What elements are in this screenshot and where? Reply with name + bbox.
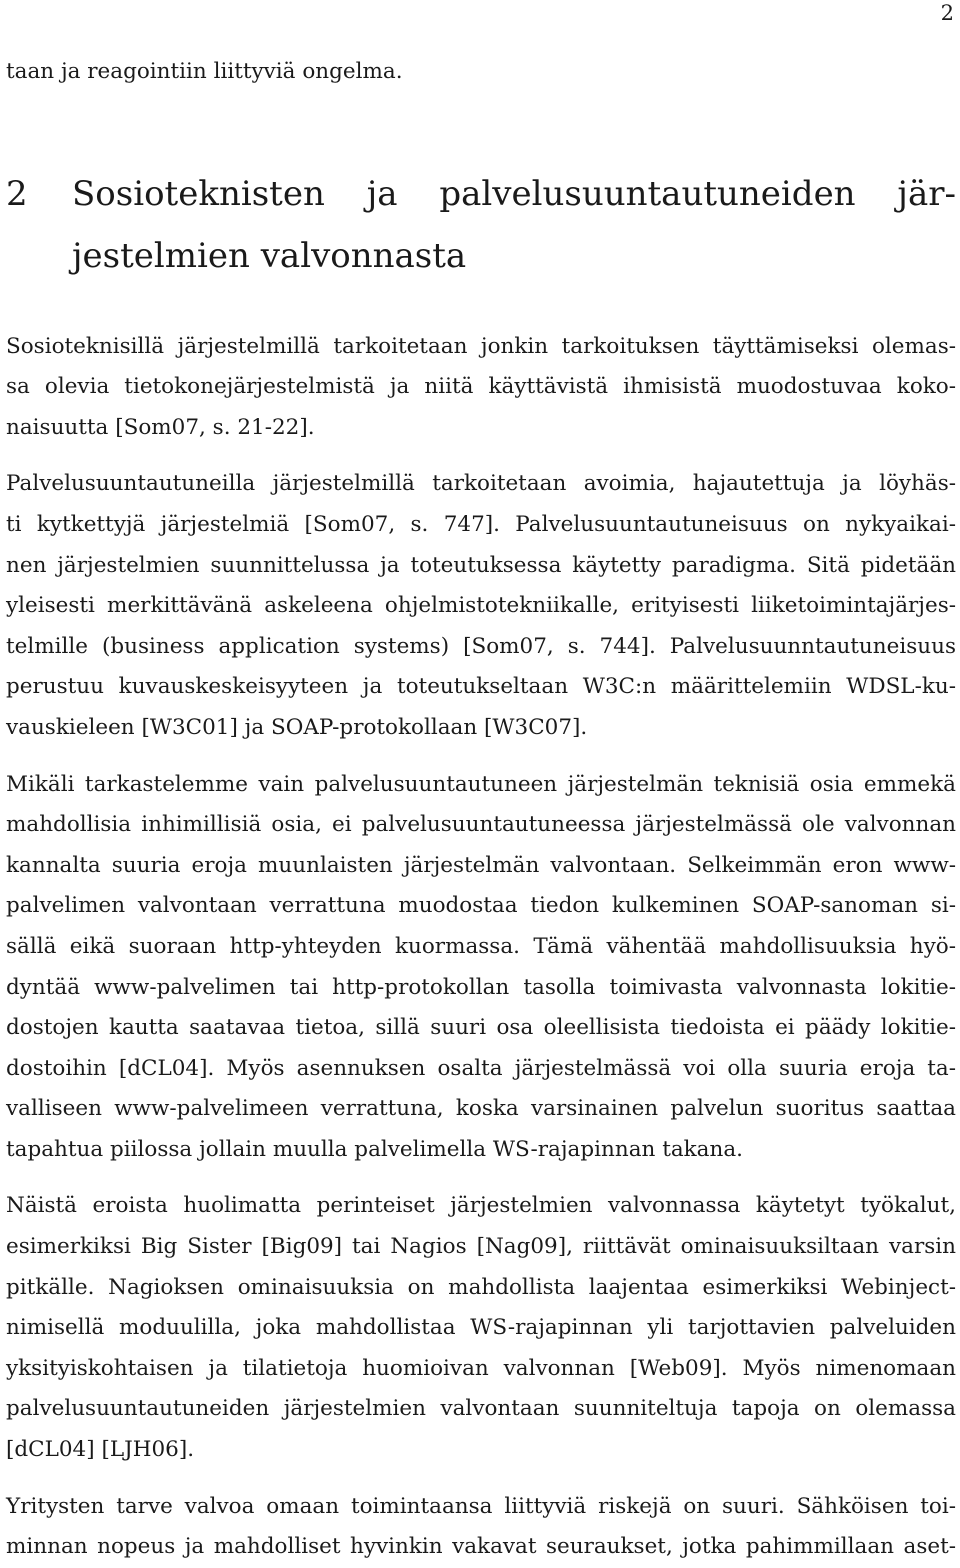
paragraph-line: dostoihin [dCL04]. Myös asennuksen osalta järjestelmässä voi olla suuria eroja ta- [6, 1055, 956, 1081]
paragraph-line: valliseen www-palvelimeen verrattuna, koska varsinainen palvelun suoritus saattaa [6, 1096, 956, 1122]
paragraph-line: Mikäli tarkastelemme vain palvelusuuntautuneen järjestelmän teknisiä osia emmekä [6, 771, 956, 797]
paragraph-line: Sosioteknisillä järjestelmillä tarkoitetaan jonkin tarkoituksen täyttämiseksi olemas- [6, 333, 956, 359]
paragraph-line: [dCL04] [LJH06]. [6, 1437, 195, 1463]
body-text [6, 327, 956, 1568]
paragraph-line: sällä eikä suoraan http-yhteyden kuormassa. Tämä vähentää mahdollisuuksia hyö- [6, 933, 956, 959]
paragraph [6, 464, 956, 748]
section-title-line: Sosioteknisten ja palvelusuuntautuneiden jär- [72, 173, 956, 214]
paragraph-line: palvelusuuntautuneiden järjestelmien valvontaan suunniteltuja tapoja on olemassa [6, 1396, 956, 1422]
paragraph-line: telmille (business application systems) [Som07, s. 744]. Palvelusuunntautuneisuus [6, 633, 956, 659]
paragraph-line: vauskieleen [W3C01] ja SOAP-protokollaan [W3C07]. [6, 714, 588, 740]
section-title-line: jestelmien valvonnasta [72, 235, 467, 276]
paragraph-line: nen järjestelmien suunnittelussa ja toteutuksessa käytetty paradigma. Sitä pidetään [6, 552, 956, 578]
paragraph-line: kannalta suuria eroja muunlaisten järjestelmän valvontaan. Selkeimmän eron www- [6, 852, 956, 878]
paragraph-line: dostojen kautta saatavaa tietoa, sillä suuri osa oleellisista tiedoista ei päädy lokitie- [6, 1015, 956, 1041]
paragraph-line: tapahtua piilossa jollain muulla palvelimella WS-rajapinnan takana. [6, 1136, 743, 1162]
section-title [72, 163, 956, 287]
paragraph-line: pitkälle. Nagioksen ominaisuuksia on mahdollista laajentaa esimerkiksi Webinject- [6, 1274, 956, 1300]
section-number: 2 [6, 173, 28, 214]
paragraph-line: naisuutta [Som07, s. 21-22]. [6, 414, 315, 440]
continuation-text: taan ja reagointiin liittyviä ongelma. [6, 59, 403, 84]
paragraph [6, 327, 956, 449]
paragraph-line: mahdollisia inhimillisiä osia, ei palvelusuuntautuneessa järjestelmässä ole valvonnan [6, 812, 956, 838]
paragraph-line: minnan nopeus ja mahdolliset hyvinkin vakavat seuraukset, jotka pahimmillaan aset- [6, 1534, 956, 1560]
paragraph-line: yksityiskohtaisen ja tilatietoja huomioivan valvonnan [Web09]. Myös nimenomaan [6, 1355, 956, 1381]
paragraph-line: Palvelusuuntautuneilla järjestelmillä tarkoitetaan avoimia, hajautettuja ja löyhäs- [6, 471, 956, 497]
paragraph [6, 1487, 956, 1568]
paragraph-line: sa olevia tietokonejärjestelmistä ja niitä käyttävistä ihmisistä muodostuvaa koko- [6, 374, 956, 400]
paragraph-line: yleisesti merkittävänä askeleena ohjelmistotekniikalle, erityisesti liiketoimintajärjes- [6, 593, 956, 619]
page-number: 2 [940, 1, 954, 25]
page-content [6, 52, 956, 1568]
section-heading [6, 163, 956, 287]
paragraph-line: nimisellä moduulilla, joka mahdollistaa WS-rajapinnan yli tarjottavien palveluiden [6, 1315, 956, 1341]
paragraph [6, 765, 956, 1171]
paragraph [6, 1186, 956, 1470]
paragraph-line: ti kytkettyjä järjestelmiä [Som07, s. 747]. Palvelusuuntautuneisuus on nykyaikai- [6, 511, 956, 537]
paragraph-line: Yritysten tarve valvoa omaan toimintaansa liittyviä riskejä on suuri. Sähköisen toi- [6, 1493, 956, 1519]
paragraph-line: esimerkiksi Big Sister [Big09] tai Nagios [Nag09], riittävät ominaisuuksiltaan varsin [6, 1234, 956, 1260]
paragraph-line: Näistä eroista huolimatta perinteiset järjestelmien valvonnassa käytetyt työkalut, [6, 1193, 956, 1219]
paragraph-line: dyntää www-palvelimen tai http-protokollan tasolla toimivasta valvonnasta lokitie- [6, 974, 956, 1000]
paragraph-line: palvelimen valvontaan verrattuna muodostaa tiedon kulkeminen SOAP-sanoman si- [6, 893, 956, 919]
paragraph-line: perustuu kuvauskeskeisyyteen ja toteutukseltaan W3C:n määrittelemiin WDSL-ku- [6, 674, 956, 700]
